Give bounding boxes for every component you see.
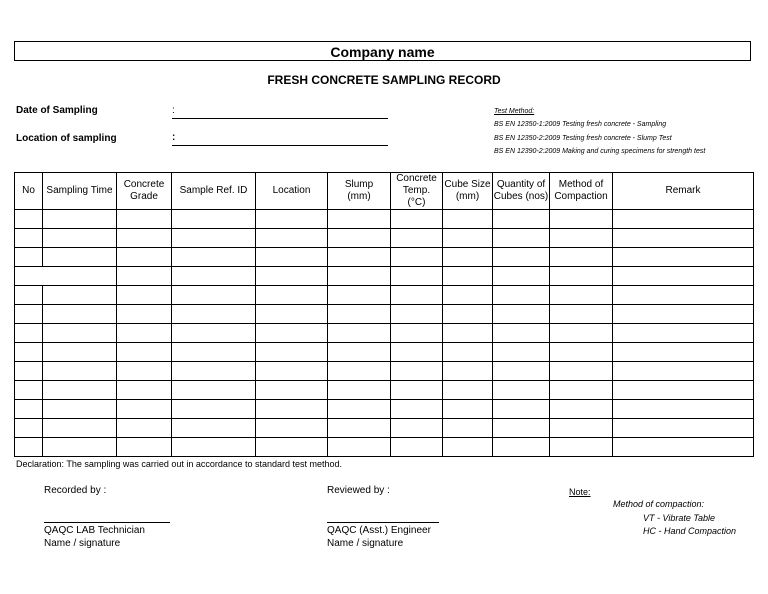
table-cell[interactable] [43, 343, 117, 362]
column-header-line: Temp. [402, 185, 431, 196]
table-cell[interactable] [328, 343, 391, 362]
table-row [15, 438, 754, 457]
column-header [117, 173, 172, 210]
table-cell[interactable] [117, 286, 172, 305]
date-colon: : [172, 105, 175, 116]
table-header-row [15, 173, 754, 210]
recorded-signature-line[interactable] [44, 522, 170, 523]
table-cell[interactable] [172, 381, 256, 400]
table-cell[interactable] [493, 248, 550, 267]
compaction-note-item: VT - Vibrate Table [643, 513, 716, 523]
table-cell[interactable] [15, 343, 43, 362]
test-method-line: BS EN 12350-1:2009 Testing fresh concrete - Sampling [494, 121, 667, 128]
column-header-line: Sample Ref. ID [179, 185, 248, 196]
table-cell[interactable] [256, 229, 328, 248]
table-cell[interactable] [15, 438, 43, 457]
table-cell[interactable] [256, 362, 328, 381]
table-cell[interactable] [391, 419, 443, 438]
table-cell[interactable] [256, 400, 328, 419]
table-cell[interactable] [256, 381, 328, 400]
table-cell[interactable] [550, 229, 613, 248]
table-cell[interactable] [550, 381, 613, 400]
table-cell[interactable] [493, 324, 550, 343]
table-cell[interactable] [172, 362, 256, 381]
form-title: FRESH CONCRETE SAMPLING RECORD [267, 73, 501, 87]
column-header-line: Method of [558, 179, 604, 190]
column-header-line: No [22, 185, 35, 196]
table-cell[interactable] [443, 381, 493, 400]
table-cell[interactable] [391, 400, 443, 419]
table-cell[interactable] [328, 267, 391, 286]
column-header [391, 173, 443, 210]
table-row [15, 229, 754, 248]
table-cell[interactable] [172, 210, 256, 229]
column-header-line: Location [272, 185, 311, 196]
table-cell[interactable] [43, 286, 117, 305]
column-header [550, 173, 613, 210]
column-header-line: Sampling Time [46, 185, 113, 196]
table-cell[interactable] [172, 286, 256, 305]
recorded-role: QAQC LAB Technician [44, 525, 145, 536]
table-cell[interactable] [550, 324, 613, 343]
table-cell[interactable] [117, 248, 172, 267]
table-cell[interactable] [493, 400, 550, 419]
table-cell[interactable] [256, 286, 328, 305]
location-label: Location of sampling [16, 133, 117, 144]
table-cell[interactable] [493, 267, 550, 286]
table-cell[interactable] [328, 381, 391, 400]
table-cell[interactable] [391, 438, 443, 457]
reviewed-name-signature: Name / signature [327, 538, 404, 549]
table-cell[interactable] [117, 210, 172, 229]
table-cell[interactable] [117, 362, 172, 381]
column-header [43, 173, 117, 210]
table-cell[interactable] [493, 286, 550, 305]
table-cell[interactable] [328, 248, 391, 267]
table-cell[interactable] [43, 381, 117, 400]
reviewed-role: QAQC (Asst.) Engineer [327, 525, 431, 536]
table-cell[interactable] [443, 305, 493, 324]
table-cell[interactable] [443, 286, 493, 305]
table-cell[interactable] [493, 343, 550, 362]
table-row [15, 324, 754, 343]
table-cell[interactable] [117, 419, 172, 438]
table-cell[interactable] [117, 229, 172, 248]
column-header-line: Slump [344, 179, 374, 190]
column-header-line: (°C) [407, 197, 426, 208]
table-row [15, 362, 754, 381]
table-cell[interactable] [172, 267, 256, 286]
column-header-line: Compaction [554, 191, 608, 202]
table-cell[interactable] [172, 438, 256, 457]
sampling-table [14, 172, 754, 457]
location-line[interactable] [172, 145, 388, 146]
table-cell[interactable] [328, 400, 391, 419]
table-row [15, 286, 754, 305]
table-cell[interactable] [15, 324, 43, 343]
table-cell[interactable] [256, 438, 328, 457]
column-header [15, 173, 43, 210]
table-cell[interactable] [43, 210, 117, 229]
compaction-note-item: HC - Hand Compaction [643, 526, 737, 536]
column-header [493, 173, 550, 210]
table-cell[interactable] [117, 324, 172, 343]
table-row [15, 381, 754, 400]
table-cell[interactable] [15, 210, 43, 229]
table-cell[interactable] [613, 343, 754, 362]
table-cell[interactable] [391, 343, 443, 362]
column-header [613, 173, 754, 210]
table-cell[interactable] [172, 419, 256, 438]
table-cell[interactable] [613, 267, 754, 286]
table-cell[interactable] [328, 210, 391, 229]
table-cell[interactable] [43, 438, 117, 457]
table-cell[interactable] [172, 400, 256, 419]
table-cell[interactable] [493, 229, 550, 248]
table-cell[interactable] [391, 248, 443, 267]
table-cell[interactable] [43, 305, 117, 324]
table-cell[interactable] [493, 362, 550, 381]
table-cell[interactable] [328, 362, 391, 381]
table-cell[interactable] [172, 343, 256, 362]
table-cell[interactable] [328, 324, 391, 343]
column-header-line: Concrete [123, 179, 165, 190]
column-header [256, 173, 328, 210]
table-cell[interactable] [613, 286, 754, 305]
table-cell[interactable] [117, 381, 172, 400]
table-cell[interactable] [256, 343, 328, 362]
column-header-line: Concrete [396, 173, 437, 184]
column-header [328, 173, 391, 210]
table-cell[interactable] [117, 267, 172, 286]
table-cell[interactable] [43, 362, 117, 381]
table-cell[interactable] [117, 343, 172, 362]
table-cell[interactable] [15, 267, 117, 286]
table-cell[interactable] [443, 324, 493, 343]
table-cell[interactable] [117, 400, 172, 419]
column-header-line: Grade [130, 191, 158, 202]
table-cell[interactable] [117, 305, 172, 324]
recorded-name-signature: Name / signature [44, 538, 121, 549]
table-cell[interactable] [391, 229, 443, 248]
column-header-line: Remark [665, 185, 701, 196]
table-cell[interactable] [613, 210, 754, 229]
table-cell[interactable] [613, 438, 754, 457]
table-cell[interactable] [613, 362, 754, 381]
date-label: Date of Sampling [16, 105, 98, 116]
table-cell[interactable] [172, 305, 256, 324]
table-cell[interactable] [493, 438, 550, 457]
table-cell[interactable] [256, 267, 328, 286]
recorded-by-label: Recorded by : [44, 485, 107, 496]
table-cell[interactable] [550, 362, 613, 381]
table-row [15, 305, 754, 324]
table-row [15, 419, 754, 438]
table-cell[interactable] [443, 362, 493, 381]
table-row [15, 267, 754, 286]
note-heading: Note: [569, 487, 591, 497]
table-cell[interactable] [443, 210, 493, 229]
table-cell[interactable] [15, 286, 43, 305]
table-cell[interactable] [256, 305, 328, 324]
table-cell[interactable] [15, 400, 43, 419]
table-row [15, 343, 754, 362]
reviewed-signature-line[interactable] [327, 522, 439, 523]
table-cell[interactable] [443, 248, 493, 267]
table-cell[interactable] [493, 305, 550, 324]
table-cell[interactable] [550, 438, 613, 457]
table-cell[interactable] [172, 229, 256, 248]
table-cell[interactable] [43, 248, 117, 267]
table-cell[interactable] [328, 305, 391, 324]
table-cell[interactable] [613, 400, 754, 419]
table-row [15, 248, 754, 267]
table-cell[interactable] [391, 305, 443, 324]
table-cell[interactable] [550, 267, 613, 286]
table-cell[interactable] [613, 229, 754, 248]
table-cell[interactable] [550, 343, 613, 362]
table-cell[interactable] [43, 419, 117, 438]
table-cell[interactable] [443, 400, 493, 419]
test-method-line: BS EN 12390-2:2009 Making and curing specimens for strength test [494, 148, 706, 155]
reviewed-by-label: Reviewed by : [327, 485, 390, 496]
table-cell[interactable] [391, 381, 443, 400]
table-cell[interactable] [550, 419, 613, 438]
table-cell[interactable] [550, 400, 613, 419]
table-cell[interactable] [443, 267, 493, 286]
column-header [443, 173, 493, 210]
column-header [172, 173, 256, 210]
table-cell[interactable] [15, 229, 43, 248]
table-cell[interactable] [15, 419, 43, 438]
company-name: Company name [14, 41, 751, 61]
table-cell[interactable] [117, 438, 172, 457]
table-cell[interactable] [43, 324, 117, 343]
table-cell[interactable] [443, 229, 493, 248]
table-cell[interactable] [550, 305, 613, 324]
table-cell[interactable] [172, 324, 256, 343]
table-cell[interactable] [15, 248, 43, 267]
column-header-line: (mm) [455, 191, 480, 202]
location-colon: : [172, 132, 176, 143]
declaration: Declaration: The sampling was carried out in accordance to standard test method. [16, 459, 343, 469]
table-cell[interactable] [443, 438, 493, 457]
table-cell[interactable] [328, 438, 391, 457]
table-cell[interactable] [256, 210, 328, 229]
table-cell[interactable] [328, 419, 391, 438]
compaction-note-title: Method of compaction: [613, 499, 705, 509]
table-cell[interactable] [391, 267, 443, 286]
table-cell[interactable] [550, 248, 613, 267]
table-cell[interactable] [443, 343, 493, 362]
table-cell[interactable] [613, 324, 754, 343]
table-cell[interactable] [493, 381, 550, 400]
table-cell[interactable] [391, 362, 443, 381]
table-cell[interactable] [256, 324, 328, 343]
table-cell[interactable] [256, 248, 328, 267]
table-cell[interactable] [15, 305, 43, 324]
table-cell[interactable] [328, 286, 391, 305]
table-cell[interactable] [613, 248, 754, 267]
table-cell[interactable] [391, 210, 443, 229]
column-header-line: Quantity of [496, 179, 546, 190]
test-method-heading: Test Method: [494, 108, 535, 115]
table-cell[interactable] [391, 324, 443, 343]
table-cell[interactable] [613, 381, 754, 400]
table-cell[interactable] [328, 229, 391, 248]
table-cell[interactable] [15, 362, 43, 381]
table-cell[interactable] [43, 400, 117, 419]
date-line[interactable] [172, 118, 388, 119]
table-cell[interactable] [550, 286, 613, 305]
table-cell[interactable] [493, 419, 550, 438]
table-cell[interactable] [256, 419, 328, 438]
table-row [15, 400, 754, 419]
table-cell[interactable] [550, 210, 613, 229]
table-cell[interactable] [172, 248, 256, 267]
column-header-line: Cube Size [444, 179, 491, 190]
column-header-line: Cubes (nos) [493, 191, 549, 202]
table-row [15, 210, 754, 229]
table-cell[interactable] [613, 419, 754, 438]
table-cell[interactable] [443, 419, 493, 438]
table-cell[interactable] [493, 210, 550, 229]
table-cell[interactable] [43, 229, 117, 248]
table-cell[interactable] [613, 305, 754, 324]
column-header-line: (mm) [347, 191, 371, 202]
table-cell[interactable] [15, 381, 43, 400]
table-cell[interactable] [391, 286, 443, 305]
test-method-line: BS EN 12350-2:2009 Testing fresh concrete - Slump Test [494, 135, 672, 142]
